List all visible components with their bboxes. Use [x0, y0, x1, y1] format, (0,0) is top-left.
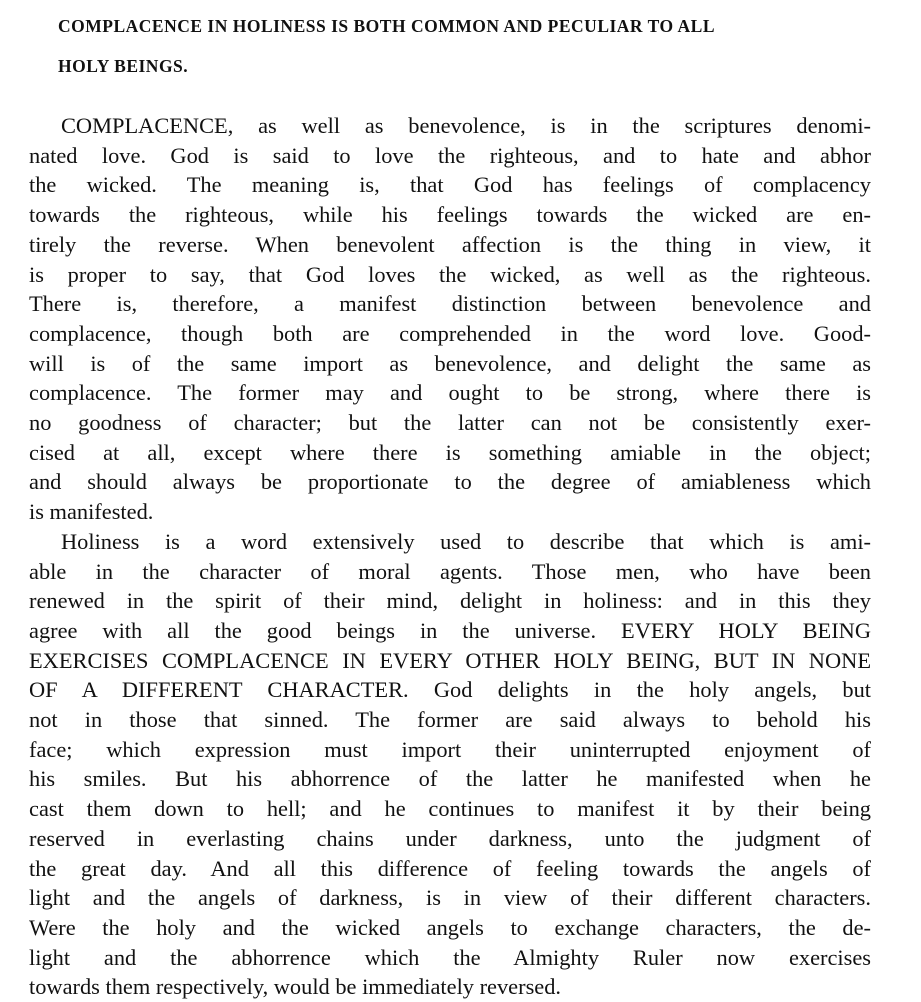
paragraph-1: [29, 111, 871, 527]
text-line: the wicked. The meaning is, that God has feelings of complacency: [29, 172, 871, 198]
body-text: [29, 111, 871, 1002]
section-heading: [58, 6, 878, 86]
heading-line-2: HOLY BEINGS.: [58, 56, 189, 76]
text-line: not in those that sinned. The former are said always to behold his: [29, 707, 871, 733]
text-line: OF A DIFFERENT CHARACTER. God delights in the holy angels, but: [29, 677, 871, 703]
text-line: Were the holy and the wicked angels to exchange characters, the de-: [29, 914, 871, 940]
text-line: renewed in the spirit of their mind, delight in holiness: and in this they: [29, 588, 871, 614]
text-line: light and the abhorrence which the Almighty Ruler now exercises: [29, 944, 871, 970]
text-line: agree with all the good beings in the universe. EVERY HOLY BEING: [29, 617, 871, 643]
text-line: light and the angels of darkness, is in view of their different characters.: [29, 885, 871, 911]
text-line: and should always be proportionate to the degree of amiableness which: [29, 469, 871, 495]
text-line: the great day. And all this difference of feeling towards the angels of: [29, 855, 871, 881]
text-line: cast them down to hell; and he continues to manifest it by their being: [29, 796, 871, 822]
text-line: Holiness is a word extensively used to describe that which is ami-: [61, 528, 871, 554]
text-line: is manifested.: [29, 499, 154, 525]
text-line: able in the character of moral agents. Those men, who have been: [29, 558, 871, 584]
text-line: complacence, though both are comprehended in the word love. Good-: [29, 320, 871, 346]
text-line: towards them respectively, would be immediately reversed.: [29, 974, 562, 1000]
text-line: COMPLACENCE, as well as benevolence, is in the scriptures denomi-: [61, 113, 871, 138]
text-line: reserved in everlasting chains under darkness, unto the judgment of: [29, 825, 871, 851]
heading-line-1: COMPLACENCE IN HOLINESS IS BOTH COMMON AND PECULIAR TO ALL: [58, 16, 715, 36]
paragraph-2: [29, 527, 871, 1002]
text-line: tirely the reverse. When benevolent affection is the thing in view, it: [29, 231, 871, 257]
text-line: his smiles. But his abhorrence of the latter he manifested when he: [29, 766, 871, 792]
text-line: face; which expression must import their uninterrupted enjoyment of: [29, 736, 871, 762]
text-line: is proper to say, that God loves the wicked, as well as the righteous.: [29, 261, 871, 287]
text-line: complacence. The former may and ought to be strong, where there is: [29, 380, 871, 406]
text-line: EXERCISES COMPLACENCE IN EVERY OTHER HOLY BEING, BUT IN NONE: [29, 647, 871, 673]
text-line: nated love. God is said to love the righteous, and to hate and abhor: [29, 142, 871, 168]
text-line: There is, therefore, a manifest distinction between benevolence and: [29, 291, 871, 317]
text-line: will is of the same import as benevolence, and delight the same as: [29, 350, 871, 376]
text-line: towards the righteous, while his feelings towards the wicked are en-: [29, 202, 871, 228]
text-line: no goodness of character; but the latter can not be consistently exer-: [29, 410, 871, 436]
text-line: cised at all, except where there is something amiable in the object;: [29, 439, 871, 465]
